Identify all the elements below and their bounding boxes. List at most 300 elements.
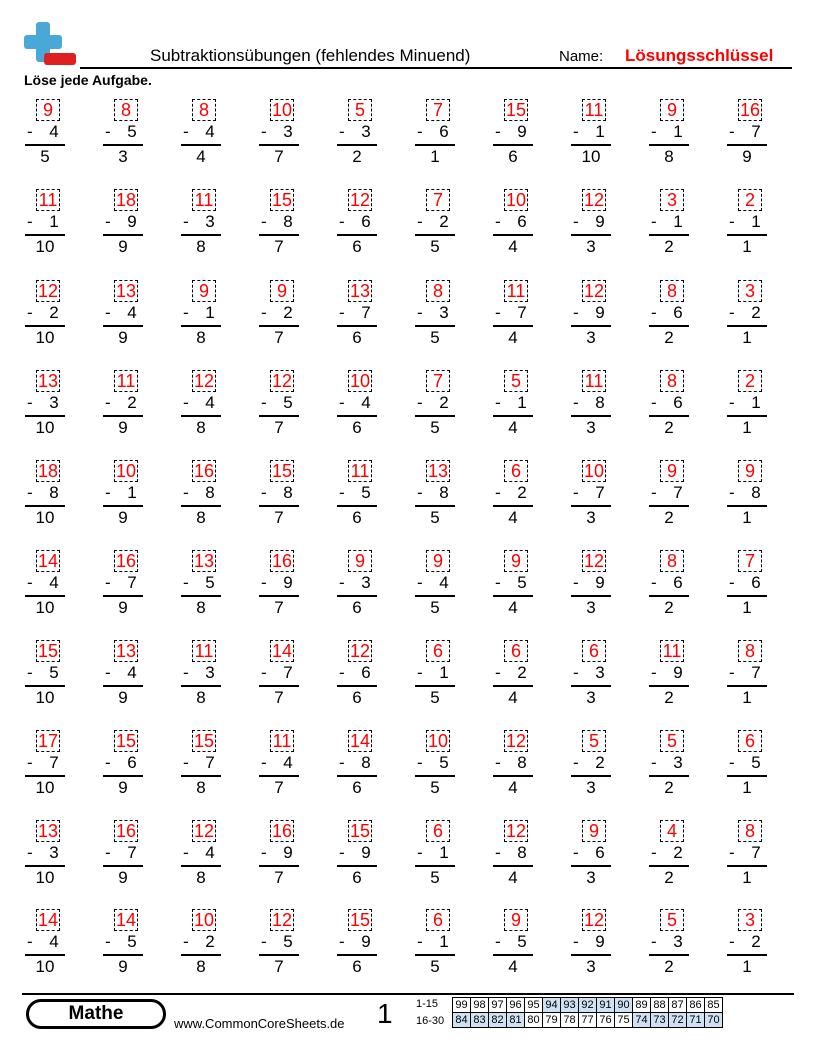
- answer-line: [415, 234, 455, 236]
- answer-line: [103, 505, 143, 507]
- missing-minuend: 11: [584, 100, 604, 120]
- answer-line: [649, 325, 689, 327]
- missing-minuend: 10: [583, 461, 605, 481]
- difference: 1: [742, 957, 752, 976]
- problem: [649, 820, 705, 898]
- subtrahend: 3: [205, 663, 215, 682]
- missing-minuend: 2: [744, 190, 755, 210]
- minus-sign: -: [495, 573, 501, 592]
- minus-sign: -: [105, 843, 111, 862]
- minus-sign: -: [339, 843, 345, 862]
- answer-line: [571, 144, 611, 146]
- missing-minuend: 5: [666, 910, 677, 930]
- score-row-label: 1-15: [416, 998, 439, 1010]
- subtrahend: 7: [49, 753, 59, 772]
- difference: 5: [430, 957, 440, 976]
- problem: [571, 189, 627, 267]
- missing-minuend: 15: [37, 641, 59, 661]
- problem: [415, 730, 471, 808]
- subtrahend: 4: [49, 122, 59, 141]
- missing-minuend: 12: [37, 281, 59, 301]
- answer-line: [181, 775, 221, 777]
- minus-sign: -: [27, 573, 33, 592]
- minus-sign: -: [183, 932, 189, 951]
- missing-minuend: 14: [37, 910, 59, 930]
- missing-minuend: 16: [193, 461, 215, 481]
- problem: [649, 460, 705, 538]
- missing-minuend: 8: [666, 281, 677, 301]
- answer-line: [259, 685, 299, 687]
- subtrahend: 5: [283, 393, 293, 412]
- difference: 10: [35, 688, 55, 707]
- difference: 8: [196, 418, 206, 437]
- missing-minuend: 6: [744, 731, 755, 751]
- missing-minuend: 9: [666, 461, 677, 481]
- difference: 2: [664, 778, 674, 797]
- difference: 1: [742, 508, 752, 527]
- subtrahend: 7: [361, 303, 371, 322]
- problem: [103, 280, 159, 358]
- answer-line: [337, 325, 377, 327]
- problem: [571, 550, 627, 628]
- problem: [259, 189, 315, 267]
- answer-line: [25, 505, 65, 507]
- difference: 5: [430, 418, 440, 437]
- missing-minuend: 3: [744, 910, 755, 930]
- subtrahend: 7: [673, 483, 683, 502]
- problem: [493, 99, 549, 177]
- answer-line: [259, 325, 299, 327]
- subtrahend: 6: [751, 573, 761, 592]
- difference: 4: [508, 508, 518, 527]
- difference: 8: [196, 328, 206, 347]
- missing-minuend: 8: [120, 100, 131, 120]
- score-row-label: 16-30: [416, 1015, 445, 1027]
- problem: [25, 460, 81, 538]
- instructions: Löse jede Aufgabe.: [24, 72, 152, 88]
- missing-minuend: 15: [193, 731, 215, 751]
- missing-minuend: 17: [37, 731, 59, 751]
- problem: [337, 550, 393, 628]
- missing-minuend: 5: [510, 371, 521, 391]
- problem: [727, 640, 783, 718]
- minus-sign: -: [27, 122, 33, 141]
- minus-sign: -: [417, 483, 423, 502]
- minus-sign: -: [105, 663, 111, 682]
- subtrahend: 2: [439, 212, 449, 231]
- subtrahend: 5: [361, 483, 371, 502]
- minus-sign: -: [573, 483, 579, 502]
- answer-line: [571, 595, 611, 597]
- subtrahend: 1: [49, 212, 59, 231]
- answer-line: [259, 865, 299, 867]
- problem: [415, 189, 471, 267]
- minus-sign: -: [729, 393, 735, 412]
- subtrahend: 4: [439, 573, 449, 592]
- answer-line: [181, 954, 221, 956]
- problem: [259, 99, 315, 177]
- answer-line: [571, 954, 611, 956]
- missing-minuend: 11: [194, 190, 214, 210]
- problem: [181, 730, 237, 808]
- answer-line: [571, 234, 611, 236]
- minus-sign: -: [417, 303, 423, 322]
- subtrahend: 1: [595, 122, 605, 141]
- missing-minuend: 12: [349, 641, 371, 661]
- difference: 4: [508, 957, 518, 976]
- subtrahend: 9: [127, 212, 137, 231]
- minus-sign: -: [27, 393, 33, 412]
- answer-line: [25, 144, 65, 146]
- missing-minuend: 3: [744, 281, 755, 301]
- missing-minuend: 8: [666, 551, 677, 571]
- answer-line: [571, 685, 611, 687]
- subtrahend: 9: [595, 932, 605, 951]
- minus-sign: -: [105, 483, 111, 502]
- difference: 6: [352, 778, 362, 797]
- answer-line: [493, 144, 533, 146]
- subtrahend: 4: [127, 663, 137, 682]
- minus-sign: -: [261, 303, 267, 322]
- subtrahend: 8: [361, 753, 371, 772]
- missing-minuend: 10: [271, 100, 293, 120]
- missing-minuend: 8: [666, 371, 677, 391]
- minus-sign: -: [27, 483, 33, 502]
- missing-minuend: 6: [432, 910, 443, 930]
- problem: [415, 370, 471, 448]
- missing-minuend: 5: [354, 100, 365, 120]
- minus-sign: -: [729, 753, 735, 772]
- minus-sign: -: [417, 122, 423, 141]
- missing-minuend: 13: [349, 281, 371, 301]
- problem: [727, 189, 783, 267]
- missing-minuend: 11: [584, 371, 604, 391]
- missing-minuend: 12: [583, 551, 605, 571]
- difference: 7: [274, 418, 284, 437]
- problem: [571, 280, 627, 358]
- minus-sign: -: [261, 393, 267, 412]
- answer-line: [25, 325, 65, 327]
- difference: 2: [664, 508, 674, 527]
- answer-line: [337, 505, 377, 507]
- problem: [181, 820, 237, 898]
- minus-sign: -: [339, 393, 345, 412]
- missing-minuend: 16: [271, 821, 293, 841]
- problem: [259, 550, 315, 628]
- problem: [571, 820, 627, 898]
- minus-sign: -: [729, 843, 735, 862]
- missing-minuend: 16: [271, 551, 293, 571]
- answer-line: [493, 595, 533, 597]
- problem: [727, 820, 783, 898]
- problem: [25, 820, 81, 898]
- difference: 2: [664, 328, 674, 347]
- subtrahend: 6: [361, 212, 371, 231]
- footer-divider: [22, 993, 794, 995]
- missing-minuend: 11: [506, 281, 526, 301]
- minus-sign: -: [495, 483, 501, 502]
- difference: 6: [352, 957, 362, 976]
- subtrahend: 3: [49, 393, 59, 412]
- answer-line: [649, 415, 689, 417]
- answer-line: [103, 144, 143, 146]
- answer-line: [181, 685, 221, 687]
- difference: 10: [35, 598, 55, 617]
- answer-line: [649, 865, 689, 867]
- minus-sign: -: [651, 753, 657, 772]
- difference: 5: [430, 237, 440, 256]
- difference: 7: [274, 957, 284, 976]
- problem: [493, 909, 549, 987]
- subtrahend: 3: [361, 573, 371, 592]
- score-cell: 94: [543, 998, 561, 1013]
- answer-line: [415, 325, 455, 327]
- answer-line: [493, 685, 533, 687]
- minus-sign: -: [729, 663, 735, 682]
- difference: 5: [430, 328, 440, 347]
- problem: [259, 640, 315, 718]
- score-cell: 72: [669, 1013, 687, 1028]
- answer-line: [727, 595, 767, 597]
- problem: [649, 909, 705, 987]
- answer-line: [649, 505, 689, 507]
- difference: 3: [586, 778, 596, 797]
- missing-minuend: 13: [427, 461, 449, 481]
- difference: 8: [196, 688, 206, 707]
- difference: 5: [430, 778, 440, 797]
- problem: [181, 640, 237, 718]
- problem: [259, 909, 315, 987]
- website-link[interactable]: www.CommonCoreSheets.de: [174, 1016, 345, 1031]
- missing-minuend: 7: [432, 100, 443, 120]
- score-table: [452, 997, 723, 1028]
- answer-line: [649, 144, 689, 146]
- subtrahend: 1: [205, 303, 215, 322]
- answer-line: [493, 234, 533, 236]
- difference: 9: [118, 778, 128, 797]
- minus-sign: -: [729, 303, 735, 322]
- minus-sign: -: [495, 753, 501, 772]
- score-cell: 79: [543, 1013, 561, 1028]
- minus-sign: -: [27, 843, 33, 862]
- subtrahend: 5: [751, 753, 761, 772]
- problem: [493, 550, 549, 628]
- minus-sign: -: [417, 393, 423, 412]
- subtrahend: 3: [673, 753, 683, 772]
- missing-minuend: 9: [354, 551, 365, 571]
- problem: [103, 730, 159, 808]
- problem: [337, 460, 393, 538]
- minus-sign: -: [495, 122, 501, 141]
- minus-sign: -: [261, 483, 267, 502]
- minus-sign: -: [27, 663, 33, 682]
- answer-line: [415, 954, 455, 956]
- missing-minuend: 11: [350, 461, 370, 481]
- subtrahend: 4: [205, 393, 215, 412]
- problem: [415, 909, 471, 987]
- minus-sign: -: [729, 483, 735, 502]
- missing-minuend: 11: [194, 641, 214, 661]
- subtrahend: 5: [517, 573, 527, 592]
- minus-sign: -: [261, 212, 267, 231]
- missing-minuend: 9: [276, 281, 287, 301]
- answer-line: [493, 325, 533, 327]
- problem: [337, 189, 393, 267]
- subtrahend: 5: [127, 932, 137, 951]
- subtrahend: 7: [205, 753, 215, 772]
- difference: 1: [430, 147, 440, 166]
- minus-sign: -: [183, 303, 189, 322]
- minus-sign: -: [729, 212, 735, 231]
- missing-minuend: 10: [349, 371, 371, 391]
- minus-sign: -: [651, 932, 657, 951]
- missing-minuend: 15: [271, 190, 293, 210]
- problem: [25, 640, 81, 718]
- problem: [649, 640, 705, 718]
- minus-sign: -: [651, 663, 657, 682]
- subtrahend: 7: [751, 122, 761, 141]
- missing-minuend: 13: [193, 551, 215, 571]
- difference: 2: [664, 418, 674, 437]
- difference: 6: [352, 868, 362, 887]
- difference: 4: [196, 147, 206, 166]
- problem: [571, 909, 627, 987]
- problem: [727, 280, 783, 358]
- answer-line: [103, 775, 143, 777]
- missing-minuend: 11: [38, 190, 58, 210]
- missing-minuend: 8: [198, 100, 209, 120]
- answer-line: [415, 865, 455, 867]
- score-cell: 95: [525, 998, 543, 1013]
- minus-sign: -: [573, 393, 579, 412]
- answer-line: [727, 954, 767, 956]
- minus-sign: -: [183, 573, 189, 592]
- minus-sign: -: [261, 753, 267, 772]
- minus-sign: -: [729, 932, 735, 951]
- difference: 8: [196, 237, 206, 256]
- problem: [415, 640, 471, 718]
- answer-line: [649, 595, 689, 597]
- answer-line: [727, 775, 767, 777]
- problem: [649, 99, 705, 177]
- answer-line: [649, 954, 689, 956]
- difference: 3: [586, 598, 596, 617]
- problem: [415, 280, 471, 358]
- subtrahend: 6: [673, 573, 683, 592]
- missing-minuend: 9: [510, 910, 521, 930]
- score-cell: 77: [579, 1013, 597, 1028]
- answer-line: [493, 775, 533, 777]
- missing-minuend: 12: [583, 910, 605, 930]
- subtrahend: 3: [361, 122, 371, 141]
- missing-minuend: 4: [666, 821, 677, 841]
- problem: [181, 370, 237, 448]
- minus-sign: -: [339, 932, 345, 951]
- problem: [493, 730, 549, 808]
- subtrahend: 4: [49, 932, 59, 951]
- subtrahend: 2: [127, 393, 137, 412]
- score-cell: 74: [633, 1013, 651, 1028]
- answer-line: [259, 505, 299, 507]
- difference: 1: [742, 688, 752, 707]
- difference: 7: [274, 508, 284, 527]
- problem: [337, 820, 393, 898]
- score-cell: 92: [579, 998, 597, 1013]
- answer-line: [337, 954, 377, 956]
- subtrahend: 1: [517, 393, 527, 412]
- missing-minuend: 6: [510, 641, 521, 661]
- answer-line: [727, 325, 767, 327]
- subtrahend: 8: [751, 483, 761, 502]
- minus-sign: -: [573, 663, 579, 682]
- problem: [337, 909, 393, 987]
- minus-sign: -: [261, 573, 267, 592]
- subtrahend: 1: [439, 663, 449, 682]
- minus-sign: -: [105, 212, 111, 231]
- missing-minuend: 12: [505, 821, 527, 841]
- difference: 10: [35, 418, 55, 437]
- answer-line: [181, 595, 221, 597]
- minus-sign: -: [573, 303, 579, 322]
- subtrahend: 3: [205, 212, 215, 231]
- subtrahend: 3: [49, 843, 59, 862]
- answer-line: [415, 775, 455, 777]
- problem: [571, 730, 627, 808]
- minus-sign: -: [651, 393, 657, 412]
- missing-minuend: 12: [271, 371, 293, 391]
- problem: [415, 99, 471, 177]
- answer-line: [25, 685, 65, 687]
- minus-sign: -: [417, 212, 423, 231]
- difference: 5: [430, 598, 440, 617]
- difference: 6: [352, 328, 362, 347]
- problem: [181, 460, 237, 538]
- difference: 8: [196, 598, 206, 617]
- score-cell: 96: [507, 998, 525, 1013]
- minus-sign: -: [183, 663, 189, 682]
- difference: 5: [40, 147, 50, 166]
- difference: 9: [118, 688, 128, 707]
- problem: [337, 640, 393, 718]
- problem: [103, 550, 159, 628]
- score-cell: 93: [561, 998, 579, 1013]
- score-cell: 83: [471, 1013, 489, 1028]
- subtrahend: 8: [205, 483, 215, 502]
- problem: [649, 730, 705, 808]
- difference: 8: [664, 147, 674, 166]
- difference: 7: [274, 237, 284, 256]
- minus-sign: -: [417, 753, 423, 772]
- problem: [103, 460, 159, 538]
- minus-sign: -: [339, 212, 345, 231]
- problem: [103, 370, 159, 448]
- minus-sign: -: [339, 483, 345, 502]
- minus-sign: -: [417, 573, 423, 592]
- subtrahend: 3: [283, 122, 293, 141]
- missing-minuend: 9: [510, 551, 521, 571]
- subtrahend: 2: [517, 663, 527, 682]
- minus-sign: -: [651, 303, 657, 322]
- difference: 10: [35, 508, 55, 527]
- difference: 8: [196, 957, 206, 976]
- missing-minuend: 13: [115, 641, 137, 661]
- problem: [649, 189, 705, 267]
- answer-line: [649, 775, 689, 777]
- score-cell: 80: [525, 1013, 543, 1028]
- subtrahend: 1: [751, 212, 761, 231]
- subtrahend: 8: [283, 483, 293, 502]
- missing-minuend: 10: [427, 731, 449, 751]
